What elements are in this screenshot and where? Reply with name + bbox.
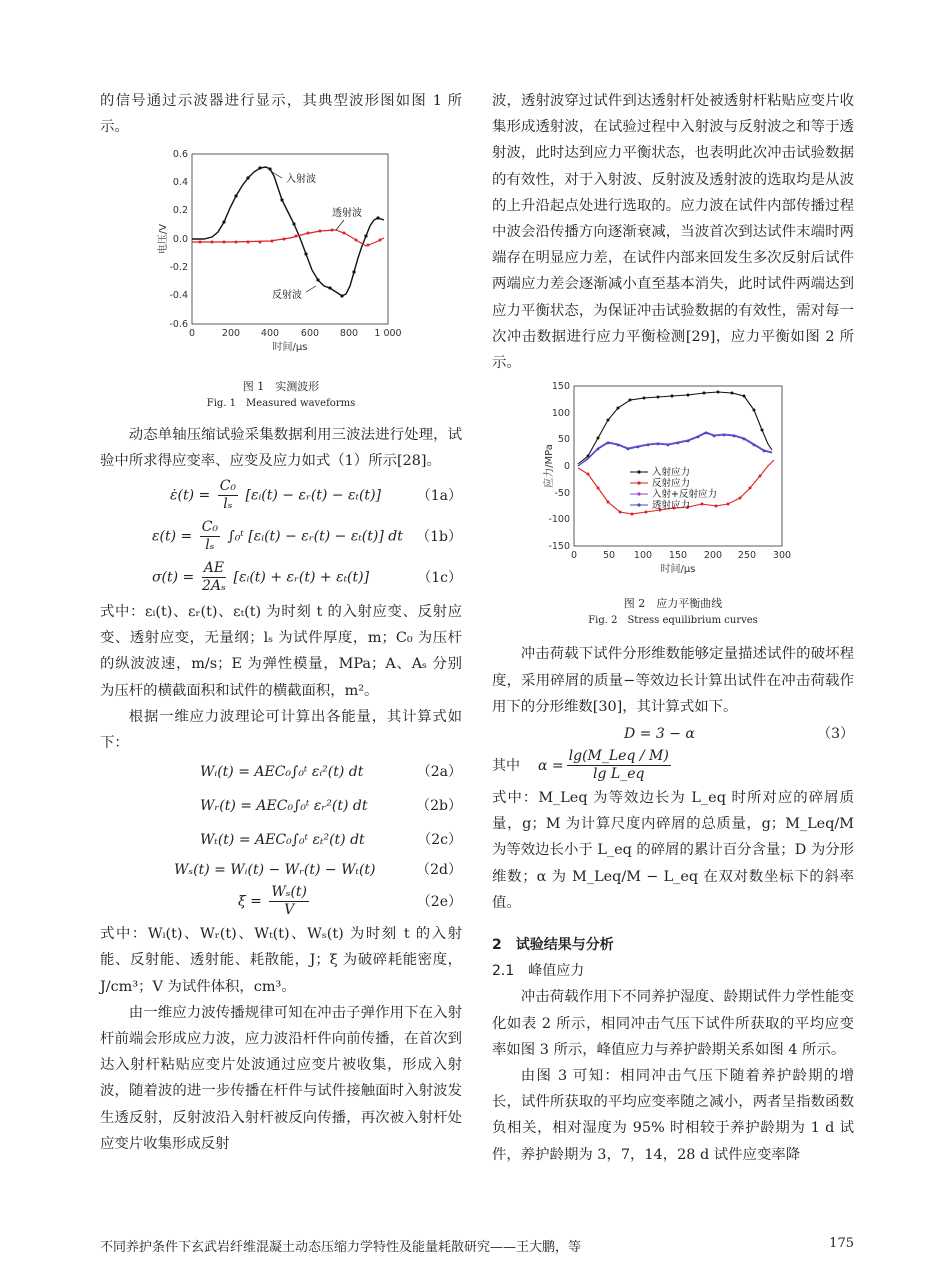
x-tick: 800	[339, 328, 359, 340]
x-tick: 200	[221, 328, 241, 340]
eq-numerator: lg(M_Leq / M)	[568, 748, 669, 765]
left-column	[100, 88, 462, 1157]
x-tick: 600	[300, 328, 320, 340]
eq-body: Wₜ(t) = AEC₀∫₀ᵗ εₜ²(t) dt	[200, 832, 365, 849]
y-tick: -50	[554, 488, 570, 500]
y-tick: 0.0	[172, 234, 188, 246]
figure-1	[100, 146, 462, 411]
page-number: 175	[829, 1236, 854, 1251]
equation-2c	[100, 830, 462, 850]
eq-numerator: AE	[203, 560, 225, 577]
eq-number: （1b）	[416, 528, 462, 545]
x-tick: 400	[260, 328, 280, 340]
eq-number: （1a）	[416, 487, 462, 504]
eq-number: （2e）	[416, 893, 462, 910]
y-tick: 0.6	[172, 149, 188, 161]
incident-plus-reflected-line	[578, 432, 772, 466]
y-tick: 0.4	[172, 177, 188, 189]
x-tick: 0	[188, 328, 196, 340]
paragraph: 根据一维应力波理论可计算出各能量，其计算式如下：	[100, 708, 462, 752]
x-tick: 0	[570, 550, 578, 562]
y-tick: -150	[548, 541, 570, 553]
y-tick: -100	[548, 514, 570, 526]
eq-number: （3）	[817, 726, 854, 743]
paragraph: 波，透射波穿过试件到达透射杆处被透射杆粘贴应变片收集形成透射波，在试验过程中入射波与反射波之和等于透射波，此时达到应力平衡状态，也表明此次冲击试验数据的有效性，对于入射波、反射波及透射波的选取均是从波的上升沿起点处进行选取的。应力波在试件内部传播过程中波会沿传播方向逐渐衰减，当波首次到达试件末端时两端存在明显应力差，在试件内部来回发生多次反射后试件两端应力差会逐渐减小直至基本消失，此时试件两端达到应力平衡状态，为保证冲击试验数据的有效性，需对每一次冲击数据进行应力平衡检测[29]，应力平衡如图 2 所示。	[492, 93, 854, 372]
paragraph: 由一维应力波传播规律可知在冲击子弹作用下在入射杆前端会形成应力波，应力波沿杆件向前传播，在首次到达入射杆粘贴应变片处波通过应变片被收集，形成入射波，随着波的进一步传播在杆件与试件接触面时入射波发生透反射，反射波沿入射杆被反向传播，再次被入射杆处应变片收集形成反射	[100, 1004, 462, 1152]
y-axis-label: 应力/MPa	[544, 444, 555, 489]
running-title: 不同养护条件下玄武岩纤维混凝土动态压缩力学特性及能量耗散研究——王大鹏，等	[100, 1240, 582, 1255]
y-tick: -0.4	[169, 290, 188, 302]
equation-2e	[100, 884, 462, 919]
y-tick: 150	[551, 381, 570, 393]
y-tick: 0.2	[172, 205, 188, 217]
x-tick: 50	[602, 550, 616, 562]
figure-2-caption-en: Fig. 2 Stress equilibrium curves	[588, 615, 758, 627]
section-heading: 2 试验结果与分析	[492, 937, 614, 954]
equation-2b	[100, 796, 462, 816]
equation-2d	[100, 860, 462, 880]
eq-number: （2b）	[416, 798, 462, 815]
y-tick: -0.6	[169, 319, 188, 331]
legend-item: 透射应力	[652, 500, 691, 512]
equation-2a	[100, 762, 462, 782]
paragraph: 的信号通过示波器进行显示，其典型波形图如图 1 所示。	[100, 93, 462, 136]
y-tick: 0	[563, 461, 570, 473]
figure-1-plot	[100, 146, 462, 368]
equation-1b	[100, 519, 462, 554]
eq-body: Wᵢ(t) = AEC₀∫₀ᵗ εᵢ²(t) dt	[200, 764, 364, 781]
eq-denominator: lg L_eq	[593, 766, 645, 783]
x-tick: 300	[772, 550, 792, 562]
paragraph: 式中：εᵢ(t)、εᵣ(t)、εₜ(t) 为时刻 t 的入射应变、反射应变、透射应变，无量纲；lₛ 为试件厚度，m；C₀ 为压杆的纵波波速，m/s；E 为弹性模量，MPa；A、Aₛ 分别为压杆的横截面积和试件的横截面积，m²。	[100, 604, 462, 699]
incident-stress-markers	[587, 391, 764, 458]
eq-number: （2c）	[417, 832, 462, 849]
x-axis-label: 时间/μs	[272, 342, 308, 354]
eq-numerator: C₀	[219, 478, 237, 495]
eq-lhs: α =	[538, 757, 564, 774]
eq-numerator: Wₛ(t)	[271, 884, 308, 901]
eq-lhs: ε̇(t) =	[170, 487, 211, 504]
paragraph: 式中：M_Leq 为等效边长为 L_eq 时所对应的碎屑质量，g；M 为计算尺度内碎屑的总质量，g；M_Leq/M 为等效边长小于 L_eq 的碎屑的累计百分含量；D 为分形维数；α 为 M_Leq/M − L_eq 在双对数坐标下的斜率值。	[492, 790, 854, 911]
y-tick: 100	[551, 408, 570, 420]
eq-rhs: [εᵢ(t) − εᵣ(t) − εₜ(t)]	[245, 487, 381, 504]
figure-2-caption: 图 2 应力平衡曲线	[623, 597, 723, 611]
paragraph: 式中：Wᵢ(t)、Wᵣ(t)、Wₜ(t)、Wₛ(t) 为时刻 t 的入射能、反射能、透射能、耗散能，J；ξ 为破碎耗能密度，J/cm³；V 为试件体积，cm³。	[100, 926, 462, 995]
equation-3	[492, 724, 854, 744]
x-axis-label: 时间/μs	[660, 564, 696, 576]
x-tick: 150	[668, 550, 688, 562]
equation-1a	[100, 478, 462, 513]
eq-lhs: ε(t) =	[152, 528, 193, 545]
eq-body: Wᵣ(t) = AEC₀∫₀ᵗ εᵣ²(t) dt	[200, 798, 368, 815]
figure-1-caption-en: Fig. 1 Measured waveforms	[206, 397, 356, 409]
eq-lhs: σ(t) =	[152, 569, 195, 586]
eq-number: （2d）	[416, 862, 462, 879]
eq-body: Wₛ(t) = Wᵢ(t) − Wᵣ(t) − Wₜ(t)	[174, 862, 376, 879]
eq-numerator: C₀	[201, 519, 219, 536]
transmitted-wave-label: 透射波	[332, 208, 362, 220]
incident-wave-line	[192, 167, 384, 296]
legend-item: 入射+反射应力	[652, 489, 717, 501]
figure-2	[492, 380, 854, 629]
eq-number: （1c）	[417, 569, 462, 586]
eq-denominator: 2Aₛ	[202, 578, 226, 595]
eq-rhs: [εᵢ(t) + εᵣ(t) + εₜ(t)]	[233, 569, 370, 586]
eq-lhs: ξ =	[238, 893, 262, 910]
incident-wave-markers	[222, 167, 379, 298]
x-tick: 200	[703, 550, 723, 562]
page-footer	[100, 1236, 854, 1255]
y-tick: -0.2	[169, 262, 188, 274]
equation-3-alpha	[492, 748, 854, 783]
paragraph: 冲击荷载下试件分形维数能够定量描述试件的破坏程度，采用碎屑的质量−等效边长计算出试件在冲击荷载作用下的分形维数[30]，其计算式如下。	[492, 646, 854, 715]
eq-denominator: V	[284, 902, 295, 919]
x-tick: 250	[737, 550, 757, 562]
reflected-wave-label: 反射波	[272, 290, 302, 302]
eq-denominator: lₛ	[205, 537, 215, 554]
eq-body: D = 3 − α	[624, 726, 695, 743]
eq-rhs: ∫₀ᵗ [εᵢ(t) − εᵣ(t) − εₜ(t)] dt	[227, 528, 403, 545]
eq-number: （2a）	[416, 764, 462, 781]
right-column	[492, 88, 854, 1168]
incident-stress-line	[578, 392, 772, 464]
eq-denominator: lₛ	[223, 496, 233, 513]
y-tick: 50	[557, 434, 570, 446]
legend-item: 反射应力	[652, 478, 691, 490]
subsection-heading: 2.1 峰值应力	[492, 963, 585, 980]
figure-2-plot	[492, 380, 854, 580]
paragraph: 冲击荷载作用下不同养护湿度、龄期试件力学性能变化如表 2 所示，相同冲击气压下试件所获取的平均应变率如图 3 所示，峰值应力与养护龄期关系如图 4 所示。	[492, 989, 854, 1058]
paragraph: 动态单轴压缩试验采集数据利用三波法进行处理，试验中所求得应变率、应变及应力如式（1）所示[28]。	[100, 426, 462, 469]
x-tick: 1 000	[374, 328, 402, 340]
incident-wave-label: 入射波	[286, 174, 316, 186]
legend-item: 入射应力	[652, 467, 691, 479]
equation-1c	[100, 560, 462, 595]
figure-1-caption: 图 1 实测波形	[242, 379, 320, 393]
transmitted-wave-line	[192, 230, 384, 246]
paragraph: 由图 3 可知：相同冲击气压下随着养护龄期的增长，试件所获取的平均应变率随之减小，两者呈指数函数负相关，相对湿度为 95% 时相较于养护龄期为 1 d 试件，养护龄期为 3，7，14，28 d 试件应变率降	[492, 1068, 854, 1163]
x-tick: 100	[633, 550, 653, 562]
y-axis-label: 电压/V	[158, 224, 169, 255]
eq-prefix: 其中	[492, 757, 520, 774]
